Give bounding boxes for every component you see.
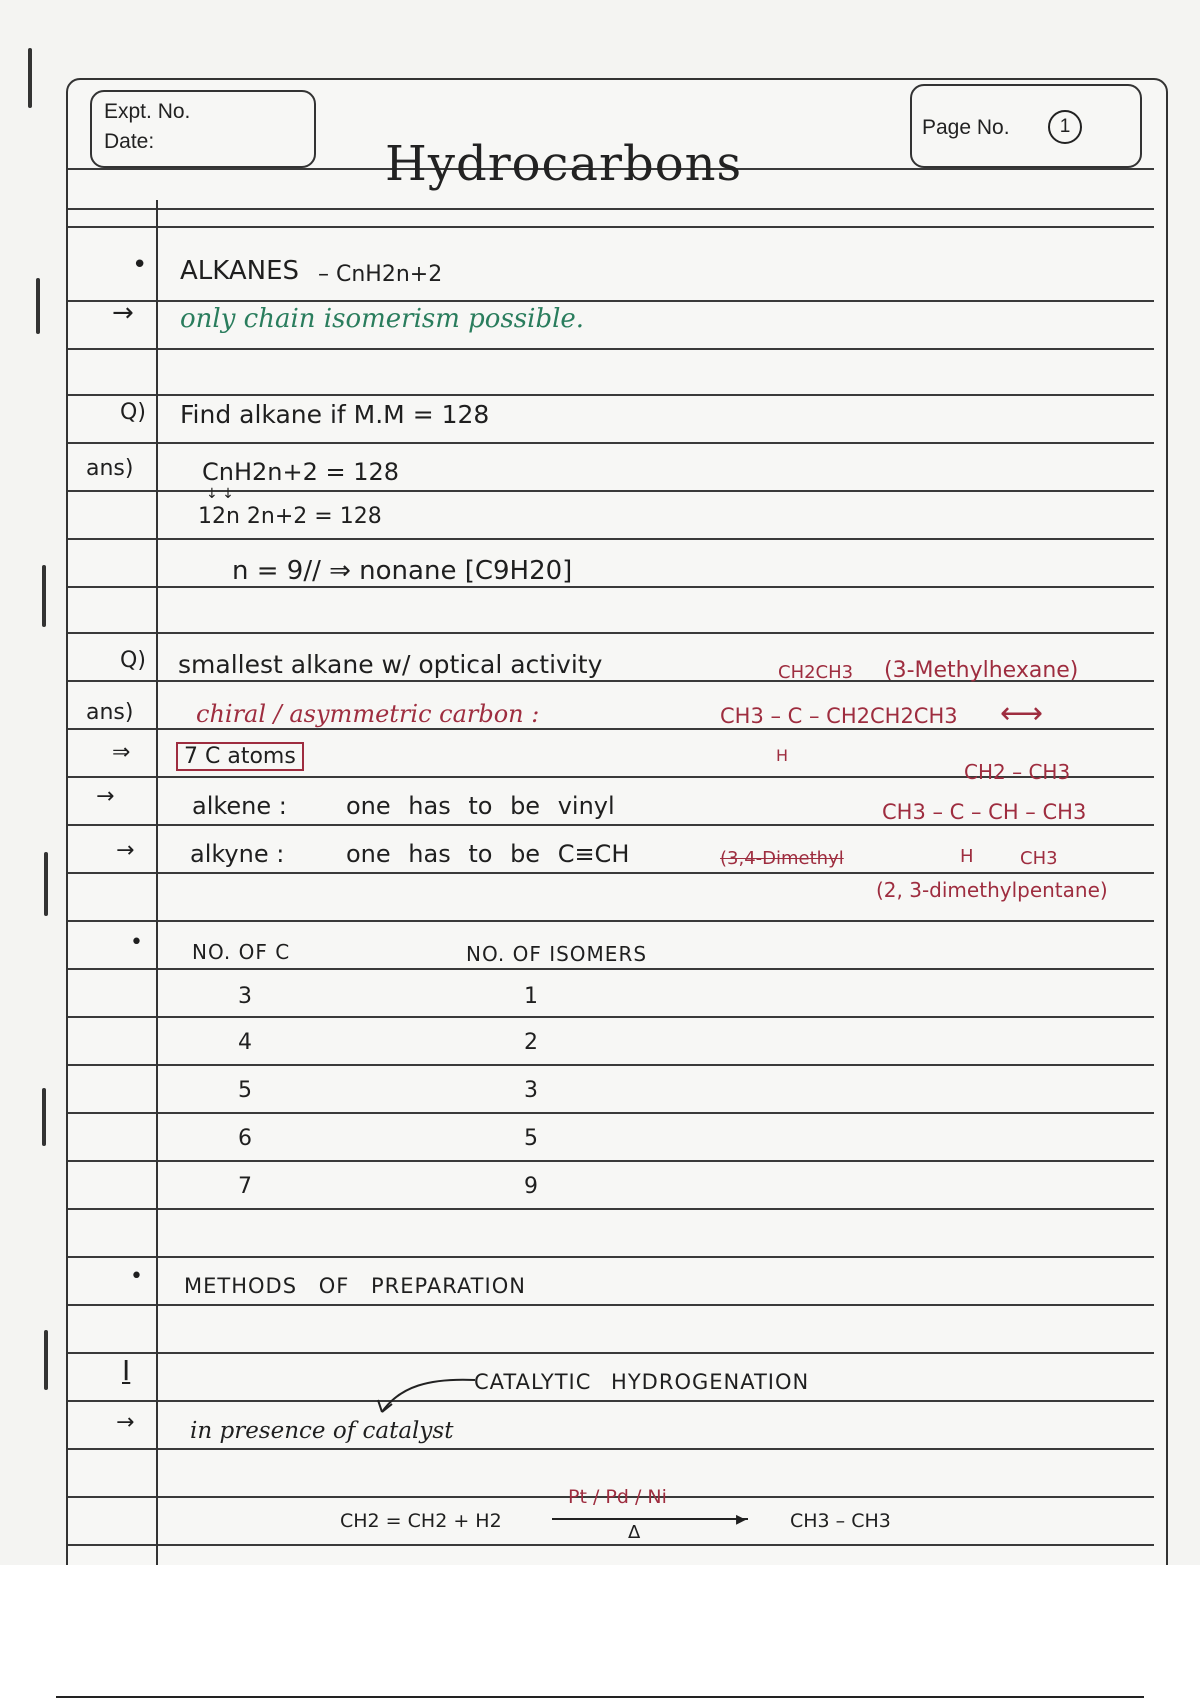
atoms-box [176, 744, 304, 769]
struck-name: (3,4-Dimethyl [720, 848, 844, 869]
alkanes-note: only chain isomerism possible. [180, 304, 585, 334]
q1-question: Find alkane if M.M = 128 [180, 400, 490, 429]
struct1-bottom: H [776, 746, 789, 765]
struct2-ch3: CH3 [1020, 848, 1058, 869]
alkyne-label: alkyne : [190, 840, 285, 868]
curved-arrow-icon [370, 1372, 480, 1422]
table-cell-carbons: 6 [238, 1126, 252, 1151]
rule-line [68, 226, 1154, 228]
arrow: ⇒ [112, 740, 131, 765]
rule-line [68, 728, 1154, 730]
page-title: Hydrocarbons [385, 136, 743, 192]
resonance-arrow: ⟷ [1000, 696, 1044, 731]
struct1-main: CH3 – C – CH2CH2CH3 [720, 704, 958, 728]
expt-date-box [90, 90, 316, 168]
rule-line [68, 968, 1154, 970]
arrow: → [96, 784, 115, 809]
rule-line [68, 824, 1154, 826]
table-cell-isomers: 1 [524, 984, 538, 1009]
expt-no-label: Expt. No. [104, 100, 191, 123]
table-cell-carbons: 3 [238, 984, 252, 1009]
reaction-left: CH2 = CH2 + H2 [340, 1510, 502, 1532]
atoms-text: 7 C atoms [176, 742, 304, 771]
table-cell-isomers: 3 [524, 1078, 538, 1103]
page-number: 1 [1048, 110, 1082, 144]
table-cell-carbons: 4 [238, 1030, 252, 1055]
methods-heading: METHODS OF PREPARATION [184, 1274, 526, 1298]
col-c-header: NO. OF C [192, 940, 291, 964]
struct2-name: (2, 3-dimethylpentane) [876, 878, 1108, 902]
rule-line [68, 1112, 1154, 1114]
rule-line [68, 1256, 1154, 1258]
rule-line [68, 1544, 1154, 1546]
rule-line [68, 442, 1154, 444]
margin-line [156, 200, 158, 1565]
ans-label: ans) [86, 456, 134, 481]
q2-answer: chiral / asymmetric carbon : [196, 700, 540, 728]
struct2-h: H [960, 846, 974, 867]
rule-line [68, 1400, 1154, 1402]
bullet: • [130, 930, 143, 955]
binder-mark [28, 48, 32, 108]
roman-numeral: I [122, 1354, 131, 1387]
rule-line [68, 394, 1154, 396]
struct2-top: CH2 – CH3 [964, 760, 1071, 784]
rule-line [68, 348, 1154, 350]
q-label: Q) [120, 400, 146, 425]
binder-mark [42, 1088, 46, 1146]
struct1-name: (3-Methylhexane) [884, 658, 1079, 683]
rule-line [68, 1304, 1154, 1306]
table-cell-carbons: 7 [238, 1174, 252, 1199]
alkanes-heading: ALKANES [180, 256, 300, 286]
reaction-arrow-line [552, 1518, 748, 1520]
date-label: Date: [104, 130, 155, 153]
arrow: → [112, 298, 134, 328]
method-note: in presence of catalyst [190, 1418, 454, 1444]
page-no-label: Page No. [922, 116, 1010, 139]
alkyne-text: one has to be C≡CH [346, 840, 630, 868]
rule-line [68, 300, 1154, 302]
reaction-arrowhead-icon: ▸ [736, 1506, 747, 1530]
rule-line [68, 872, 1154, 874]
reaction-catalyst: Pt / Pd / Ni [568, 1486, 667, 1508]
binder-mark [44, 852, 48, 916]
alkanes-formula: – CnH2n+2 [318, 262, 443, 287]
arrow: → [116, 1410, 135, 1435]
rule-line [68, 1160, 1154, 1162]
rule-line [68, 1448, 1154, 1450]
rule-line [68, 586, 1154, 588]
q2-question: smallest alkane w/ optical activity [178, 650, 603, 679]
q-label: Q) [120, 648, 146, 673]
rule-line [68, 1016, 1154, 1018]
q1-step2-arrows: ↓ ↓ [206, 486, 234, 502]
binder-mark [42, 565, 46, 627]
rule-line [68, 538, 1154, 540]
rule-line [68, 1064, 1154, 1066]
rule-line [68, 1352, 1154, 1354]
bullet: • [130, 1264, 143, 1289]
binder-mark [44, 1330, 48, 1390]
bullet: • [132, 250, 148, 280]
rule-line [68, 920, 1154, 922]
table-cell-isomers: 9 [524, 1174, 538, 1199]
q1-step3: n = 9// ⇒ nonane [C9H20] [232, 556, 573, 586]
rule-line [68, 632, 1154, 634]
reaction-heat: Δ [628, 1522, 641, 1543]
table-cell-isomers: 5 [524, 1126, 538, 1151]
table-cell-isomers: 2 [524, 1030, 538, 1055]
page-no-box [910, 84, 1142, 168]
bottom-rule [56, 1696, 1144, 1698]
rule-line [68, 1208, 1154, 1210]
reaction-right: CH3 – CH3 [790, 1510, 891, 1532]
struct2-main: CH3 – C – CH – CH3 [882, 800, 1087, 824]
rule-line [68, 208, 1154, 210]
q1-step1: CnH2n+2 = 128 [202, 458, 400, 486]
arrow: → [116, 838, 135, 863]
alkene-text: one has to be vinyl [346, 792, 615, 820]
q1-step2: 12n 2n+2 = 128 [198, 504, 382, 529]
ans-label: ans) [86, 700, 134, 725]
table-cell-carbons: 5 [238, 1078, 252, 1103]
alkene-label: alkene : [192, 792, 287, 820]
method-subheading: CATALYTIC HYDROGENATION [474, 1370, 810, 1394]
col-isomers-header: NO. OF ISOMERS [466, 942, 648, 966]
struct1-top: CH2CH3 [778, 662, 854, 683]
binder-mark [36, 278, 40, 334]
